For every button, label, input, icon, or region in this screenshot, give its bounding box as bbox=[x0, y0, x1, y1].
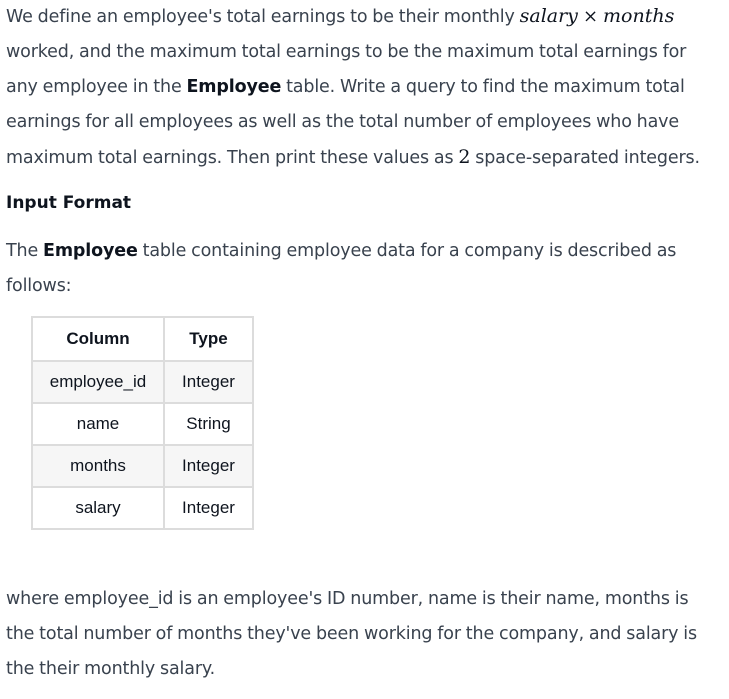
table-row bbox=[32, 403, 253, 445]
table-row bbox=[32, 445, 253, 487]
column-cell: employee_id bbox=[32, 361, 164, 403]
column-cell: salary bbox=[32, 487, 164, 529]
input-text-2: table containing employee data for a company is described as follows: bbox=[6, 241, 677, 296]
math-salary: salary bbox=[519, 5, 578, 27]
math-times: × bbox=[577, 6, 603, 27]
math-two: 2 bbox=[458, 146, 471, 168]
input-format-description bbox=[6, 234, 718, 304]
statement-text-4: space-separated integers. bbox=[470, 148, 700, 168]
math-months: months bbox=[603, 5, 675, 27]
table-header-row bbox=[32, 317, 253, 361]
problem-statement bbox=[6, 0, 718, 176]
type-cell: Integer bbox=[164, 445, 253, 487]
table-row bbox=[32, 361, 253, 403]
input-text-1: The bbox=[6, 241, 44, 261]
table-row bbox=[32, 487, 253, 529]
column-cell: months bbox=[32, 445, 164, 487]
statement-text-3: table. Write a query to find the maximum total earnings for all employees as well as the total number of employees who have maximum total earnings. Then print these values as bbox=[6, 77, 685, 168]
input-employee-table-name: Employee bbox=[43, 241, 138, 261]
column-explanation: where employee_id is an employee's ID number, name is their name, months is the total number of months they've been working for the company, and salary is the their monthly salary. bbox=[6, 589, 697, 679]
statement-text-1: We define an employee's total earnings to be their monthly bbox=[6, 7, 520, 27]
type-cell: String bbox=[164, 403, 253, 445]
column-cell: name bbox=[32, 403, 164, 445]
column-header: Column bbox=[32, 317, 164, 361]
employee-schema-table bbox=[31, 316, 254, 530]
type-cell: Integer bbox=[164, 487, 253, 529]
employee-table-name: Employee bbox=[186, 77, 282, 97]
type-header: Type bbox=[164, 317, 253, 361]
statement-text-2: worked, and the maximum total earnings to be the maximum total earnings for any employee in the bbox=[6, 42, 687, 97]
input-format-heading: Input Format bbox=[6, 193, 132, 213]
type-cell: Integer bbox=[164, 361, 253, 403]
